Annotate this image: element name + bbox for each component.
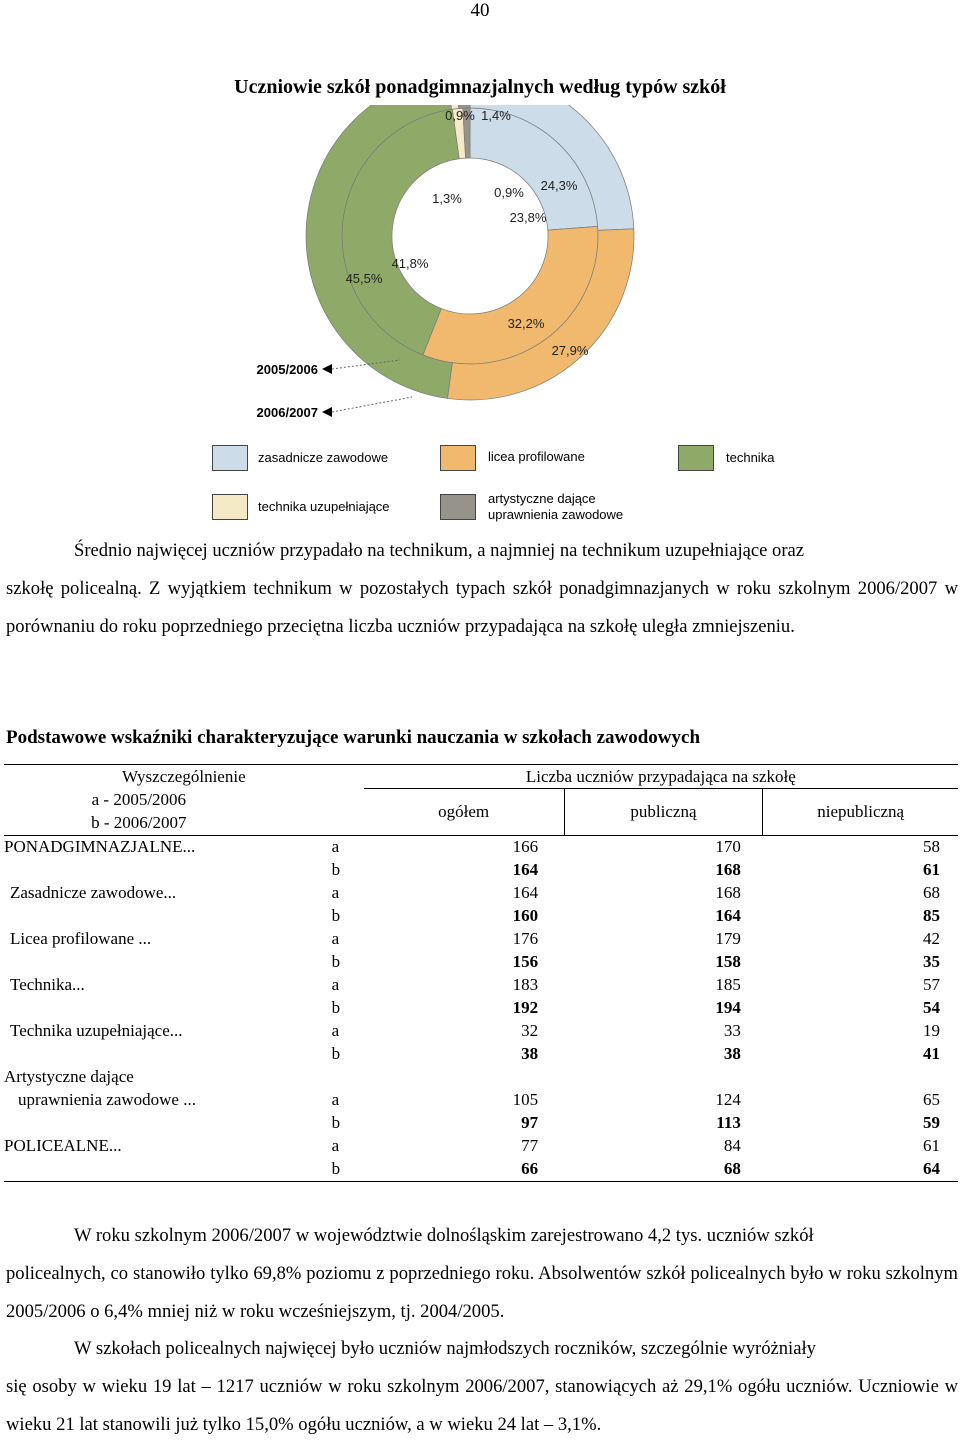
cell-value: 59 <box>923 1113 940 1132</box>
cell-value: 158 <box>715 952 741 971</box>
paragraph-1 <box>6 532 958 646</box>
ring-label: 2006/2007 <box>256 405 318 420</box>
cell-value: 66 <box>364 1158 564 1182</box>
legend-label: zasadnicze zawodowe <box>258 450 389 465</box>
legend-label-line: artystyczne dające <box>488 491 596 506</box>
row-year-code: b <box>331 1113 341 1132</box>
col-header-total: ogółem <box>364 789 564 836</box>
col-header-public: publiczną <box>564 789 763 836</box>
cell-value: 124 <box>715 1090 741 1109</box>
indicators-table <box>4 764 958 1182</box>
cell-value: 64 <box>763 1158 958 1182</box>
cell-value: 58 <box>923 837 940 856</box>
row-year-code: a <box>331 883 340 902</box>
row-name <box>4 1043 332 1066</box>
legend-label: technika <box>726 450 775 465</box>
slice-label: 41,8% <box>391 256 429 271</box>
table-row <box>4 928 958 951</box>
ring-label: 2005/2006 <box>256 362 318 377</box>
cell-value: 77 <box>521 1136 539 1155</box>
slice-label: 1,4% <box>481 108 511 123</box>
cell-value: 179 <box>715 929 741 948</box>
cell-value: 166 <box>512 837 539 856</box>
ring-arrow-icon <box>322 407 332 417</box>
legend-swatch <box>212 445 248 471</box>
row-year-code: a <box>331 975 340 994</box>
row-year-code: b <box>332 1158 364 1182</box>
donut-chart <box>0 105 960 440</box>
legend-swatch <box>440 445 476 471</box>
cell-value: 38 <box>521 1044 539 1063</box>
row-name <box>4 859 332 882</box>
cell-value: 32 <box>521 1021 539 1040</box>
row-name: Technika... <box>10 975 85 994</box>
table-row <box>4 835 958 859</box>
row-year-code: a <box>331 1021 340 1040</box>
cell-value: 57 <box>923 975 940 994</box>
cell-value: 61 <box>923 1136 940 1155</box>
cell-value: 42 <box>923 929 940 948</box>
cell-value: 54 <box>923 998 940 1017</box>
cell-value: 168 <box>715 860 741 879</box>
row-name <box>4 1112 332 1135</box>
table-body <box>4 835 958 1181</box>
cell-value: 85 <box>923 906 940 925</box>
cell-value: 33 <box>723 1021 741 1040</box>
slice-label: 32,2% <box>507 316 545 331</box>
stub-header-a: a - 2005/2006 <box>91 790 187 809</box>
row-name-line: Artystyczne dające <box>4 1067 134 1086</box>
slice-label: 0,9% <box>445 108 475 123</box>
cell-value: 176 <box>512 929 539 948</box>
legend-swatch <box>440 494 476 520</box>
row-year-code: b <box>331 860 341 879</box>
slice-label: 27,9% <box>551 343 589 358</box>
paragraph-text: szkołę policealną. Z wyjątkiem technikum w pozostałych typach szkół ponadgimnazjanych w roku szkolnym 2006/2007 w porównaniu do roku poprzedniego przeciętna liczba uczniów przypadająca na szkołę uległa zmniejszeniu. <box>6 578 958 637</box>
paragraph-text: policealnych, co stanowiło tylko 69,8% poziomu z poprzedniego roku. Absolwentów szkół policealnych było w roku szkolnym 2005/2006 o 6,4% mniej niż w roku wcześniejszym, tj. 2004/2005. <box>6 1263 958 1322</box>
chart-title: Uczniowie szkół ponadgimnazjalnych według typów szkół <box>234 76 726 98</box>
table-row <box>4 997 958 1020</box>
row-name: Technika uzupełniające... <box>10 1021 183 1040</box>
row-name <box>4 997 332 1020</box>
cell-value: 84 <box>723 1136 741 1155</box>
slice-label: 24,3% <box>540 178 578 193</box>
cell-value: 170 <box>715 837 741 856</box>
row-name: PONADGIMNAZJALNE... <box>4 837 196 856</box>
table-row <box>4 974 958 997</box>
stub-header: Wyszczególnienie <box>4 765 364 789</box>
cell-value: 156 <box>512 952 539 971</box>
legend-label-line: uprawnienia zawodowe <box>488 507 624 522</box>
row-year-code: b <box>331 1044 341 1063</box>
slice-label: 45,5% <box>345 271 383 286</box>
row-name <box>4 1158 332 1182</box>
cell-value: 68 <box>923 883 940 902</box>
table-row <box>4 951 958 974</box>
cell-value: 183 <box>512 975 539 994</box>
cell-value: 97 <box>521 1113 539 1132</box>
group-header: Liczba uczniów przypadająca na szkołę <box>364 765 958 789</box>
cell-value: 41 <box>923 1044 940 1063</box>
table-header-row <box>4 765 958 789</box>
table-row <box>4 1112 958 1135</box>
table-row <box>4 1043 958 1066</box>
table-title: Podstawowe wskaźniki charakteryzujące warunki nauczania w szkołach zawodowych <box>6 727 701 748</box>
cell-value: 185 <box>715 975 741 994</box>
slice-label: 0,9% <box>494 185 524 200</box>
row-name <box>4 951 332 974</box>
cell-value: 61 <box>923 860 940 879</box>
paragraph-line: W roku szkolnym 2006/2007 w województwie dolnośląskim zarejestrowano 4,2 tys. uczniów szkół <box>74 1225 814 1246</box>
table-row <box>4 859 958 882</box>
paragraph-line: W szkołach policealnych najwięcej było uczniów najmłodszych roczników, szczególnie wyróżniały <box>74 1338 816 1359</box>
page-number: 40 <box>470 0 490 21</box>
row-year-code: b <box>331 952 341 971</box>
table-row <box>4 1020 958 1043</box>
legend-label <box>488 491 623 523</box>
ring-arrow-icon <box>322 364 332 374</box>
cell-value: 38 <box>723 1044 741 1063</box>
stub-header-b: b - 2006/2007 <box>4 812 364 836</box>
row-name <box>4 905 332 928</box>
table-row <box>4 882 958 905</box>
cell-value: 194 <box>715 998 741 1017</box>
slice-label: 1,3% <box>432 191 462 206</box>
col-header-private: niepubliczną <box>763 789 958 836</box>
cell-value: 168 <box>715 883 741 902</box>
table-row <box>4 905 958 928</box>
table-row <box>4 1135 958 1158</box>
table-row <box>4 1158 958 1182</box>
row-year-code: b <box>331 906 341 925</box>
cell-value: 192 <box>512 998 539 1017</box>
row-year-code: a <box>331 1136 340 1155</box>
row-year-code: b <box>331 998 341 1017</box>
paragraph-3 <box>6 1330 958 1444</box>
cell-value: 19 <box>923 1021 940 1040</box>
table-header-row <box>4 789 958 812</box>
cell-value: 164 <box>512 883 539 902</box>
paragraph-text: się osoby w wieku 19 lat – 1217 uczniów w roku szkolnym 2006/2007, stanowiących aż 29,1% ogółu uczniów. Uczniowie w wieku 21 lat stanowili już tylko 15,0% ogółu uczniów, a w wieku 24 lat – 3,1%. <box>6 1376 958 1435</box>
cell-value: 68 <box>564 1158 763 1182</box>
cell-value: 65 <box>923 1090 940 1109</box>
paragraph-line: Średnio najwięcej uczniów przypadało na technikum, a najmniej na technikum uzupełniające oraz <box>74 540 805 561</box>
cell-value: 160 <box>512 906 539 925</box>
legend-swatch <box>678 445 714 471</box>
ring-leader-line <box>332 397 412 412</box>
row-year-code: a <box>331 929 340 948</box>
row-name: POLICEALNE... <box>4 1136 122 1155</box>
slice-label: 23,8% <box>509 210 547 225</box>
cell-value: 113 <box>716 1113 741 1132</box>
cell-value: 164 <box>512 860 539 879</box>
row-name: Licea profilowane ... <box>10 929 152 948</box>
legend-swatch <box>212 494 248 520</box>
row-name: Zasadnicze zawodowe... <box>10 883 177 902</box>
legend-label: licea profilowane <box>488 449 585 464</box>
legend-label: technika uzupełniające <box>258 499 390 514</box>
cell-value: 35 <box>923 952 940 971</box>
cell-value: 105 <box>512 1090 539 1109</box>
row-name: uprawnienia zawodowe ... <box>18 1090 196 1109</box>
table-row <box>4 1066 958 1089</box>
cell-value: 164 <box>715 906 741 925</box>
row-year-code: a <box>331 1090 340 1109</box>
row-year-code: a <box>331 837 340 856</box>
paragraph-2 <box>6 1217 958 1331</box>
table-row <box>4 1089 958 1112</box>
